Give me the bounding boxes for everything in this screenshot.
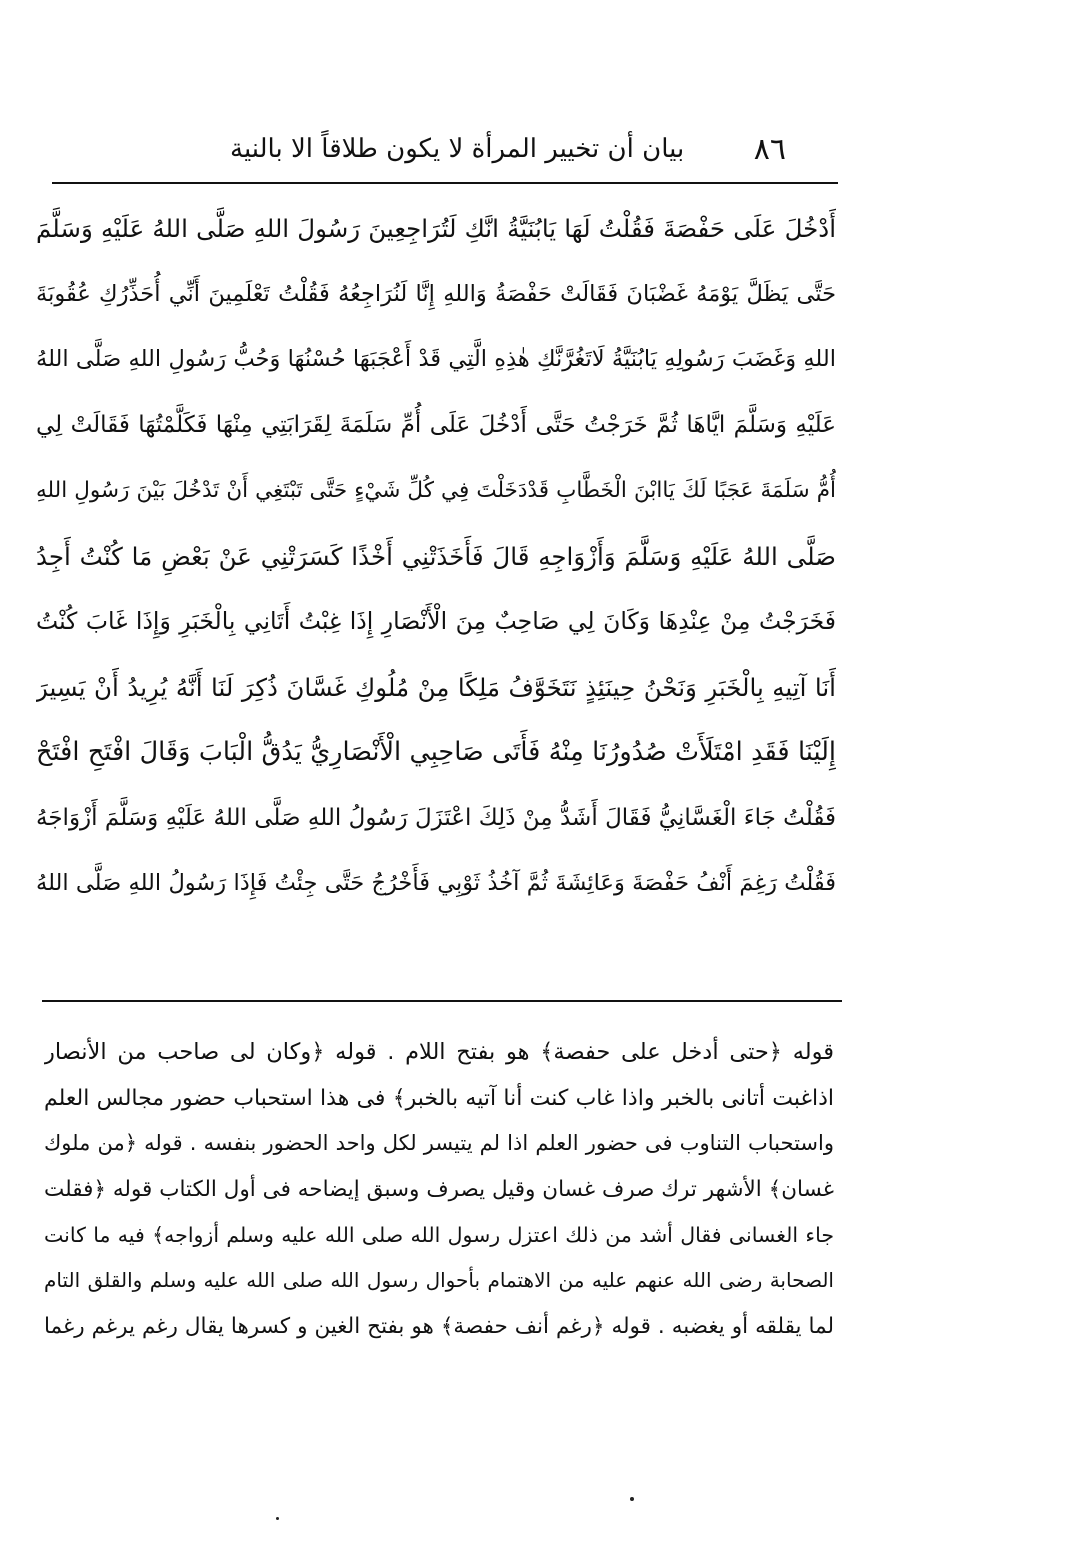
hadith-line: فَقُلْتُ رَغِمَ أَنْفُ حَفْصَةَ وَعَائِشَةَ ثُمَّ آخُذُ ثَوْبِي فَأَخْرُجُ حَتَّى جِئْتُ فَإِذَا رَسُولُ اللهِ صَلَّى اللهُ bbox=[36, 870, 836, 896]
hadith-line: فَقُلْتُ جَاءَ الْغَسَّانِيُّ فَقَالَ أَشَدُّ مِنْ ذَلِكَ اعْتَزَلَ رَسُولُ اللهِ صَلَّى اللهُ عَلَيْهِ وَسَلَّمَ أَزْوَاجَهُ bbox=[36, 804, 836, 831]
hadith-line: عَلَيْهِ وَسَلَّمَ ايَّاهَا ثُمَّ خَرَجْتُ حَتَّى أَدْخُلَ عَلَى أُمِّ سَلَمَةَ لِقَرَابَتِي مِنْهَا فَكَلَّمْتُهَا فَقَالَتْ لِي bbox=[36, 411, 836, 438]
hadith-line: إِلَيْنَا فَقَدِ امْتَلَأَتْ صُدُورُنَا مِنْهُ فَأَتَى صَاحِبِي الْأَنْصَارِيُّ يَدُقُّ الْبَابَ وَقَالَ افْتَحِ افْتَحْ bbox=[36, 737, 836, 767]
hadith-line: فَخَرَجْتُ مِنْ عِنْدِهَا وَكَانَ لِي صَاحِبٌ مِنَ الْأَنْصَارِ إِذَا غِبْتُ أَتَانِي بِالْخَبَرِ وَإِذَا غَابَ كُنْتُ bbox=[36, 607, 836, 635]
commentary-line: واستحباب التناوب فى حضور العلم اذا لم يتيسر لكل واحد الحضور بنفسه . قوله ﴿من ملوك bbox=[44, 1131, 834, 1156]
commentary-line: الصحابة رضى الله عنهم عليه من الاهتمام بأحوال رسول الله صلى الله عليه وسلم والقلق التام bbox=[44, 1268, 834, 1293]
commentary-block bbox=[44, 1030, 834, 1350]
hadith-line: اللهِ وَغَضَبَ رَسُولِهِ يَابُنَيَّةُ لَاتَغُرَّنَّكِ هٰذِهِ الَّتِي قَدْ أَعْجَبَهَا حُسْنُهَا وَحُبُّ رَسُولِ اللهِ صَلَّى اللهُ bbox=[36, 346, 836, 372]
running-title: بيان أن تخيير المرأة لا يكون طلاقاً الا بالنية bbox=[230, 134, 685, 164]
page-header bbox=[230, 128, 786, 176]
commentary-line: غسان﴾ الأشهر ترك صرف غسان وقيل يصرف وسبق إيضاحه فى أول الكتاب قوله ﴿فقلت bbox=[44, 1177, 834, 1203]
commentary-line: جاء الغسانى فقال أشد من ذلك اعتزل رسول الله صلى الله عليه وسلم أزواجه﴾ فيه ما كانت bbox=[44, 1222, 834, 1247]
hadith-text-block bbox=[36, 196, 836, 917]
hadith-line: أَدْخُلَ عَلَى حَفْصَةَ فَقُلْتُ لَهَا يَابُنَيَّةُ انَّكِ لَتُرَاجِعِينَ رَسُولَ اللهِ صَلَّى اللهُ عَلَيْهِ وَسَلَّمَ bbox=[36, 214, 836, 243]
hadith-line: حَتَّى يَظَلَّ يَوْمَهُ غَضْبَانَ فَقَالَتْ حَفْصَةُ وَاللهِ إِنَّا لَنُرَاجِعُهُ فَقُلْتُ تَعْلَمِينَ أَنِّي أُحَذِّرُكِ عُقُوبَةَ bbox=[36, 280, 836, 307]
hadith-line: صَلَّى اللهُ عَلَيْهِ وَسَلَّمَ وَأَزْوَاجِهِ قَالَ فَأَخَذَتْنِي أَخْذًا كَسَرَتْنِي عَنْ بَعْضِ مَا كُنْتُ أَجِدُ bbox=[36, 541, 836, 571]
commentary-line: لما يقلقه أو يغضبه . قوله ﴿رغم أنف حفصة﴾ هو بفتح الغين و كسرها يقال رغم يرغم رغما bbox=[44, 1314, 834, 1340]
commentary-line: اذاغبت أتانى بالخبر واذا غاب كنت أنا آتيه بالخبر﴾ فى هذا استحباب حضور مجالس العلم bbox=[44, 1085, 834, 1111]
print-speck bbox=[276, 1517, 279, 1520]
header-rule bbox=[52, 182, 838, 184]
commentary-separator-rule bbox=[42, 1000, 842, 1002]
page-number: ٨٦ bbox=[753, 132, 786, 167]
commentary-line: قوله ﴿حتى أدخل على حفصة﴾ هو بفتح اللام . قوله ﴿وكان لى صاحب من الأنصار bbox=[44, 1039, 834, 1065]
print-speck bbox=[630, 1497, 634, 1501]
hadith-line: أُمُّ سَلَمَةَ عَجَبًا لَكَ يَاابْنَ الْخَطَّابِ قَدْدَخَلْتَ فِي كُلِّ شَيْءٍ حَتَّى تَبْتَغِي أَنْ تَدْخُلَ بَيْنَ رَسُولِ اللهِ bbox=[36, 478, 836, 503]
hadith-line: أَنَا آتِيهِ بِالْخَبَرِ وَنَحْنُ حِينَئِذٍ نَتَخَوَّفُ مَلِكًا مِنْ مُلُوكِ غَسَّانَ ذُكِرَ لَنَا أَنَّهُ يُرِيدُ أَنْ يَسِيرَ bbox=[36, 672, 836, 702]
